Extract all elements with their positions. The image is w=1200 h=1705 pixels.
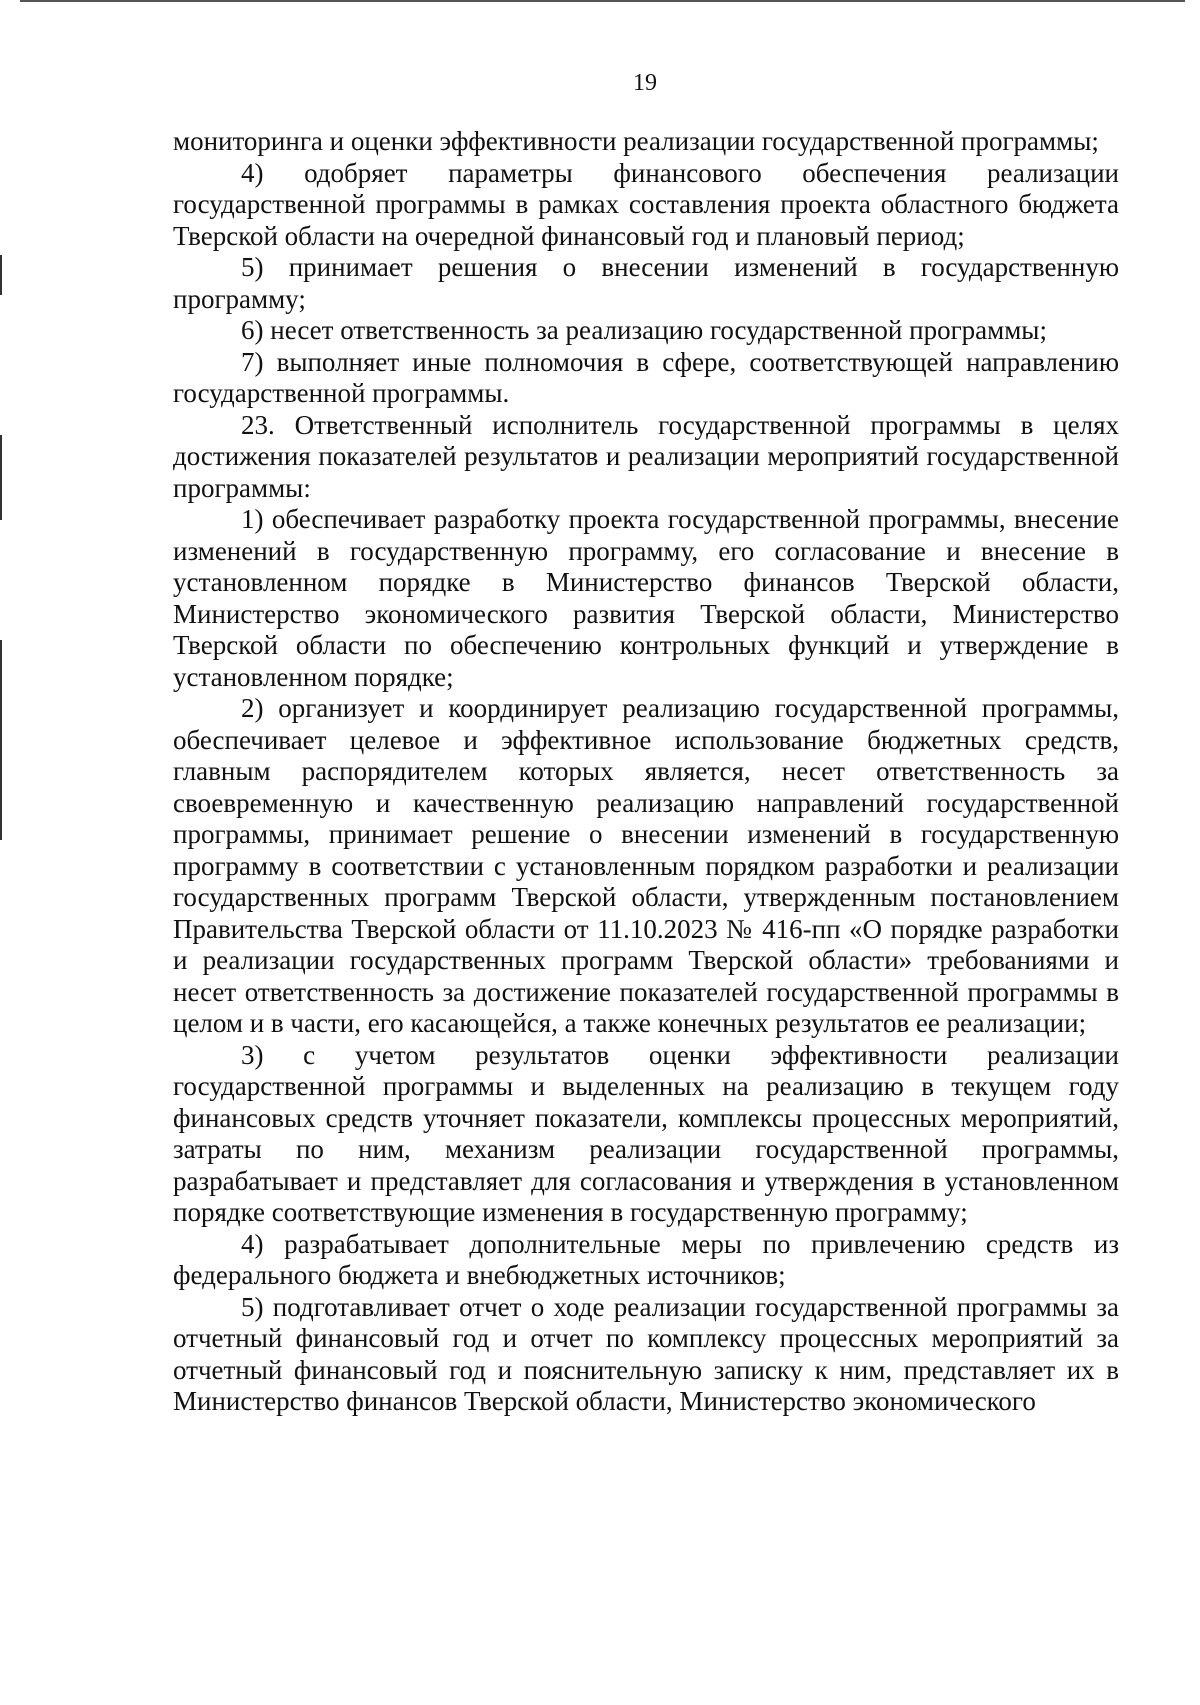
paragraph: 5) принимает решения о внесении изменений в государственную программу; [173, 252, 1119, 314]
paragraph: 4) одобряет параметры финансового обеспечения реализации государственной программы в рамках составления проекта областного бюджета Тверской области на очередной финансовый год и плановый период; [173, 157, 1119, 251]
paragraph: 7) выполняет иные полномочия в сфере, соответствующей направлению государственной программы. [173, 346, 1119, 408]
paragraph: 3) с учетом результатов оценки эффективности реализации государственной программы и выделенных на реализацию в текущем году финансовых средств уточняет показатели, комплексы процессных мероприятий, затраты по ним, механизм реализации государственной программы, разрабатывает и представляет для согласования и утверждения в установленном порядке соответствующие изменения в государственную программу; [173, 1039, 1119, 1227]
scan-edge-line [20, 0, 1185, 2]
scan-margin-mark [0, 435, 2, 520]
paragraph: 6) несет ответственность за реализацию государственной программы; [241, 315, 1047, 345]
paragraph: мониторинга и оценки эффективности реализации государственной программы; [173, 126, 1099, 156]
paragraph: 1) обеспечивает разработку проекта государственной программы, внесение изменений в государственную программу, его согласование и внесение в установленном порядке в Министерство финансов Тверской области, Министерство экономического развития Тверской области, Министерство Тверской области по обеспечению контрольных функций и утверждение в установленном порядке; [173, 504, 1119, 692]
paragraph: 2) организует и координирует реализацию государственной программы, обеспечивает целевое и эффективное использование бюджетных средств, главным распорядителем которых является, несет ответственность за своевременную и качественную реализацию направлений государственной программы, принимает решение о внесении изменений в государственную программу в соответствии с установленным порядком разработки и реализации государственных программ Тверской области, утвержденным постановлением Правительства Тверской области от 11.10.2023 № 416-пп «О порядке разработки и реализации государственных программ Тверской области» требованиями и несет ответственность за достижение показателей государственной программы в целом и в части, его касающейся, а также конечных результатов ее реализации; [173, 693, 1119, 1038]
paragraph: 23. Ответственный исполнитель государственной программы в целях достижения показателей результатов и реализации мероприятий государственной программы: [173, 409, 1119, 503]
scan-margin-mark [0, 640, 2, 840]
page-number: 19 [633, 70, 657, 96]
paragraph: 5) подготавливает отчет о ходе реализации государственной программы за отчетный финансовый год и отчет по комплексу процессных мероприятий за отчетный финансовый год и пояснительную записку к ним, представляет их в Министерство финансов Тверской области, Министерство экономического [173, 1291, 1119, 1416]
document-body [173, 126, 1119, 1418]
scan-margin-mark [0, 255, 2, 295]
paragraph: 4) разрабатывает дополнительные меры по привлечению средств из федерального бюджета и внебюджетных источников; [173, 1228, 1119, 1290]
